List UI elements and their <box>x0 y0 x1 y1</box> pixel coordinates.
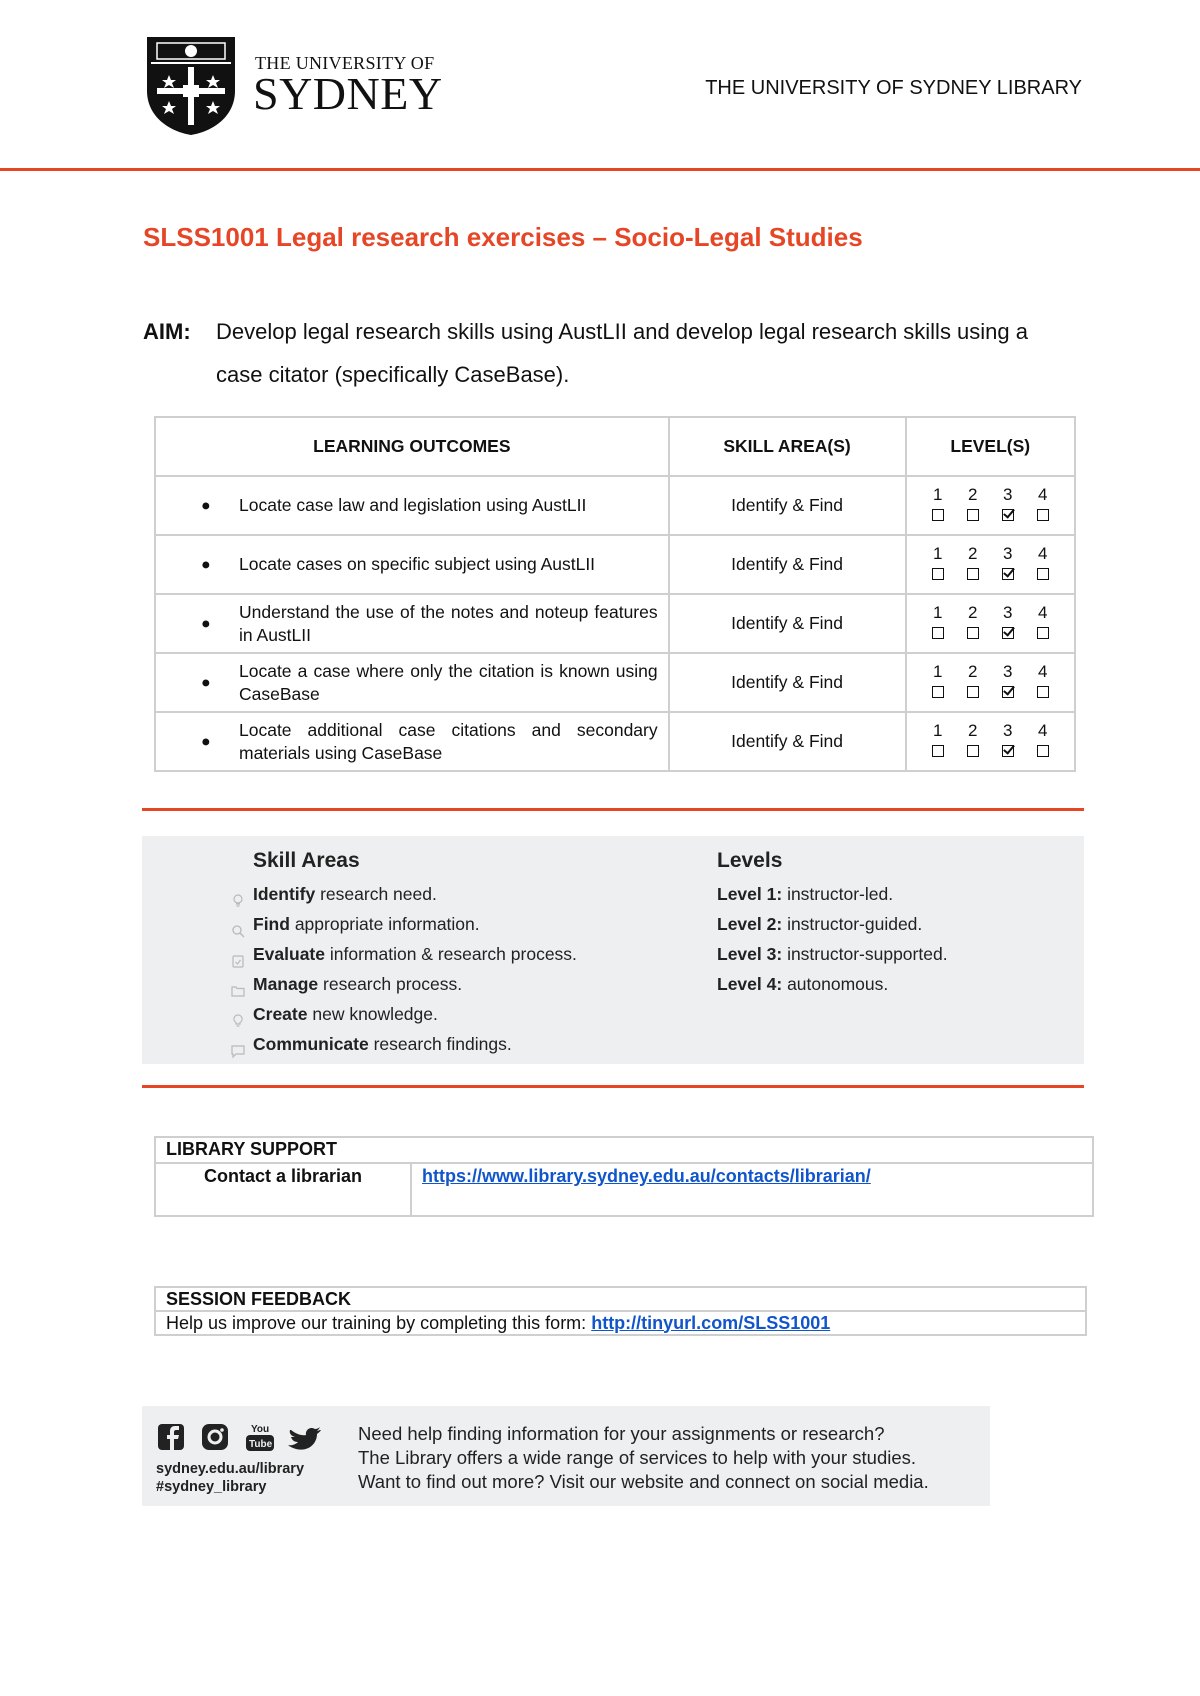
level-cell <box>906 712 1075 771</box>
footer-message <box>358 1422 929 1494</box>
skill-area-item <box>253 909 577 939</box>
level-number: 4 <box>1038 721 1048 740</box>
level-number: 1 <box>933 603 943 622</box>
level-number: 4 <box>1038 662 1048 681</box>
skill-term: Find <box>253 914 290 934</box>
level-term: Level 1: <box>717 884 783 904</box>
magnifier-icon <box>231 917 245 931</box>
level-description: autonomous. <box>787 974 889 994</box>
learning-outcomes-table <box>154 416 1076 772</box>
level-number: 1 <box>933 721 943 740</box>
skill-area-item <box>253 969 577 999</box>
level-term: Level 3: <box>717 944 783 964</box>
checkbox[interactable] <box>932 568 944 580</box>
level-number: 3 <box>1003 721 1013 740</box>
checkbox[interactable] <box>967 745 979 757</box>
level-number: 3 <box>1003 603 1013 622</box>
checkbox[interactable] <box>932 627 944 639</box>
checkbox[interactable] <box>1037 745 1049 757</box>
outcome-cell <box>155 594 669 653</box>
level-number: 3 <box>1003 662 1013 681</box>
skill-term: Communicate <box>253 1034 369 1054</box>
bullet-icon: ● <box>201 556 211 573</box>
outcome-cell <box>155 712 669 771</box>
table-row <box>155 535 1075 594</box>
svg-text:Tube: Tube <box>249 1439 273 1450</box>
facebook-icon[interactable] <box>158 1424 184 1450</box>
skill-area-item <box>253 999 577 1029</box>
checkbox[interactable] <box>932 509 944 521</box>
checkbox[interactable] <box>967 686 979 698</box>
checkbox[interactable] <box>1037 509 1049 521</box>
session-feedback-table <box>154 1286 1087 1336</box>
checkbox[interactable] <box>1037 568 1049 580</box>
level-item <box>717 909 948 939</box>
checkbox[interactable] <box>967 627 979 639</box>
levels-heading: Levels <box>717 849 783 872</box>
header-skill-areas: SKILL AREA(S) <box>669 417 906 476</box>
checkbox[interactable] <box>967 568 979 580</box>
speech-bubble-icon <box>231 1037 245 1051</box>
level-item <box>717 969 948 999</box>
checked-checkbox[interactable] <box>1002 568 1014 580</box>
outcome-text: Locate cases on specific subject using AustLII <box>239 554 596 574</box>
level-number: 2 <box>968 485 978 504</box>
library-support-table <box>154 1136 1094 1217</box>
skill-term: Evaluate <box>253 944 325 964</box>
idea-bulb-icon <box>231 1007 245 1021</box>
footer-line: Need help finding information for your assignments or research? <box>358 1423 885 1444</box>
bullet-icon: ● <box>201 615 211 632</box>
table-row <box>155 653 1075 712</box>
level-description: instructor-led. <box>787 884 894 904</box>
skill-term: Create <box>253 1004 308 1024</box>
skill-description: research process. <box>323 974 463 994</box>
section-divider <box>142 1085 1084 1088</box>
footer-social-links <box>156 1460 304 1496</box>
level-term: Level 4: <box>717 974 783 994</box>
skill-area-cell: Identify & Find <box>669 476 906 535</box>
skill-description: research findings. <box>373 1034 512 1054</box>
twitter-icon[interactable] <box>288 1427 321 1450</box>
library-url[interactable]: sydney.edu.au/library <box>156 1461 305 1477</box>
skill-term: Identify <box>253 884 316 904</box>
level-item <box>717 879 948 909</box>
level-number: 3 <box>1003 485 1013 504</box>
table-row <box>155 476 1075 535</box>
level-cell <box>906 653 1075 712</box>
crest-icon <box>143 33 239 137</box>
contact-librarian-label: Contact a librarian <box>155 1163 411 1216</box>
logo-line-2: SYDNEY <box>253 68 443 119</box>
level-cell <box>906 594 1075 653</box>
library-hashtag: #sydney_library <box>156 1479 267 1495</box>
level-number: 1 <box>933 544 943 563</box>
outcome-text: Locate case law and legislation using AustLII <box>239 495 587 515</box>
logo-line-1: THE UNIVERSITY OF <box>255 53 435 73</box>
lightbulb-icon <box>231 887 245 901</box>
svg-text:You: You <box>251 1424 270 1435</box>
outcome-text: Locate a case where only the citation is known using CaseBase <box>239 660 658 704</box>
level-checkbox-grid <box>920 485 1060 526</box>
level-number: 2 <box>968 721 978 740</box>
skill-description: research need. <box>320 884 437 904</box>
aim-label: AIM: <box>143 319 191 344</box>
skill-area-item <box>253 939 577 969</box>
folder-icon <box>231 977 245 991</box>
level-number: 3 <box>1003 544 1013 563</box>
university-logo <box>143 33 443 138</box>
skill-description: new knowledge. <box>312 1004 438 1024</box>
skill-area-cell: Identify & Find <box>669 594 906 653</box>
level-number: 2 <box>968 603 978 622</box>
checked-checkbox[interactable] <box>1002 627 1014 639</box>
level-number: 1 <box>933 485 943 504</box>
level-checkbox-grid <box>920 603 1060 644</box>
social-icons <box>156 1420 326 1454</box>
checkbox[interactable] <box>1037 627 1049 639</box>
level-checkbox-grid <box>920 662 1060 703</box>
bullet-icon: ● <box>201 733 211 750</box>
level-number: 2 <box>968 544 978 563</box>
outcome-cell <box>155 535 669 594</box>
checked-checkbox[interactable] <box>1002 745 1014 757</box>
skill-description: information & research process. <box>329 944 577 964</box>
level-description: instructor-guided. <box>787 914 923 934</box>
level-number: 2 <box>968 662 978 681</box>
header-levels: LEVEL(S) <box>906 417 1075 476</box>
youtube-icon[interactable] <box>246 1424 274 1451</box>
bullet-icon: ● <box>201 674 211 691</box>
outcome-text: Understand the use of the notes and noteup features in AustLII <box>239 601 658 645</box>
skill-description: appropriate information. <box>294 914 480 934</box>
section-divider <box>142 808 1084 811</box>
level-number: 4 <box>1038 485 1048 504</box>
level-item <box>717 939 948 969</box>
library-footer <box>142 1406 990 1506</box>
skill-areas-column <box>253 836 577 1059</box>
contact-librarian-link[interactable]: https://www.library.sydney.edu.au/contacts/librarian/ <box>422 1166 871 1186</box>
session-feedback-heading: SESSION FEEDBACK <box>155 1287 1086 1311</box>
header-learning-outcomes: LEARNING OUTCOMES <box>155 417 669 476</box>
levels-column <box>717 836 948 999</box>
bullet-icon: ● <box>201 497 211 514</box>
feedback-form-link[interactable]: http://tinyurl.com/SLSS1001 <box>591 1312 831 1333</box>
table-row <box>155 594 1075 653</box>
checkbox[interactable] <box>932 686 944 698</box>
level-number: 1 <box>933 662 943 681</box>
header-divider <box>0 168 1200 171</box>
level-term: Level 2: <box>717 914 783 934</box>
library-title: THE UNIVERSITY OF SYDNEY LIBRARY <box>705 77 1082 99</box>
checked-checkbox[interactable] <box>1002 686 1014 698</box>
level-number: 4 <box>1038 603 1048 622</box>
footer-line: Want to find out more? Visit our website and connect on social media. <box>358 1471 929 1492</box>
outcome-cell <box>155 653 669 712</box>
skill-area-cell: Identify & Find <box>669 653 906 712</box>
level-checkbox-grid <box>920 544 1060 585</box>
skill-area-cell: Identify & Find <box>669 712 906 771</box>
document-title: SLSS1001 Legal research exercises – Socio-Legal Studies <box>143 222 863 252</box>
level-cell <box>906 535 1075 594</box>
level-description: instructor-supported. <box>787 944 948 964</box>
skill-term: Manage <box>253 974 319 994</box>
skill-areas-heading: Skill Areas <box>253 849 360 872</box>
checked-checkbox[interactable] <box>1002 509 1014 521</box>
level-cell <box>906 476 1075 535</box>
skill-area-cell: Identify & Find <box>669 535 906 594</box>
clipboard-check-icon <box>231 947 245 961</box>
feedback-text: Help us improve our training by completing this form: <box>166 1312 587 1333</box>
aim-text: Develop legal research skills using AustLII and develop legal research skills using a case citator (specifically CaseBase). <box>216 319 1029 387</box>
checkbox[interactable] <box>1037 686 1049 698</box>
table-row <box>155 712 1075 771</box>
skill-area-item <box>253 879 577 909</box>
feedback-row <box>155 1311 1086 1335</box>
skill-levels-panel <box>142 836 1084 1064</box>
level-number: 4 <box>1038 544 1048 563</box>
level-checkbox-grid <box>920 721 1060 762</box>
checkbox[interactable] <box>932 745 944 757</box>
checkbox[interactable] <box>967 509 979 521</box>
library-support-heading: LIBRARY SUPPORT <box>155 1137 1093 1163</box>
outcome-text: Locate additional case citations and secondary materials using CaseBase <box>239 719 658 763</box>
footer-line: The Library offers a wide range of services to help with your studies. <box>358 1447 917 1468</box>
outcome-cell <box>155 476 669 535</box>
instagram-icon[interactable] <box>202 1424 228 1450</box>
table-header-row <box>155 417 1075 476</box>
skill-area-item <box>253 1029 577 1059</box>
